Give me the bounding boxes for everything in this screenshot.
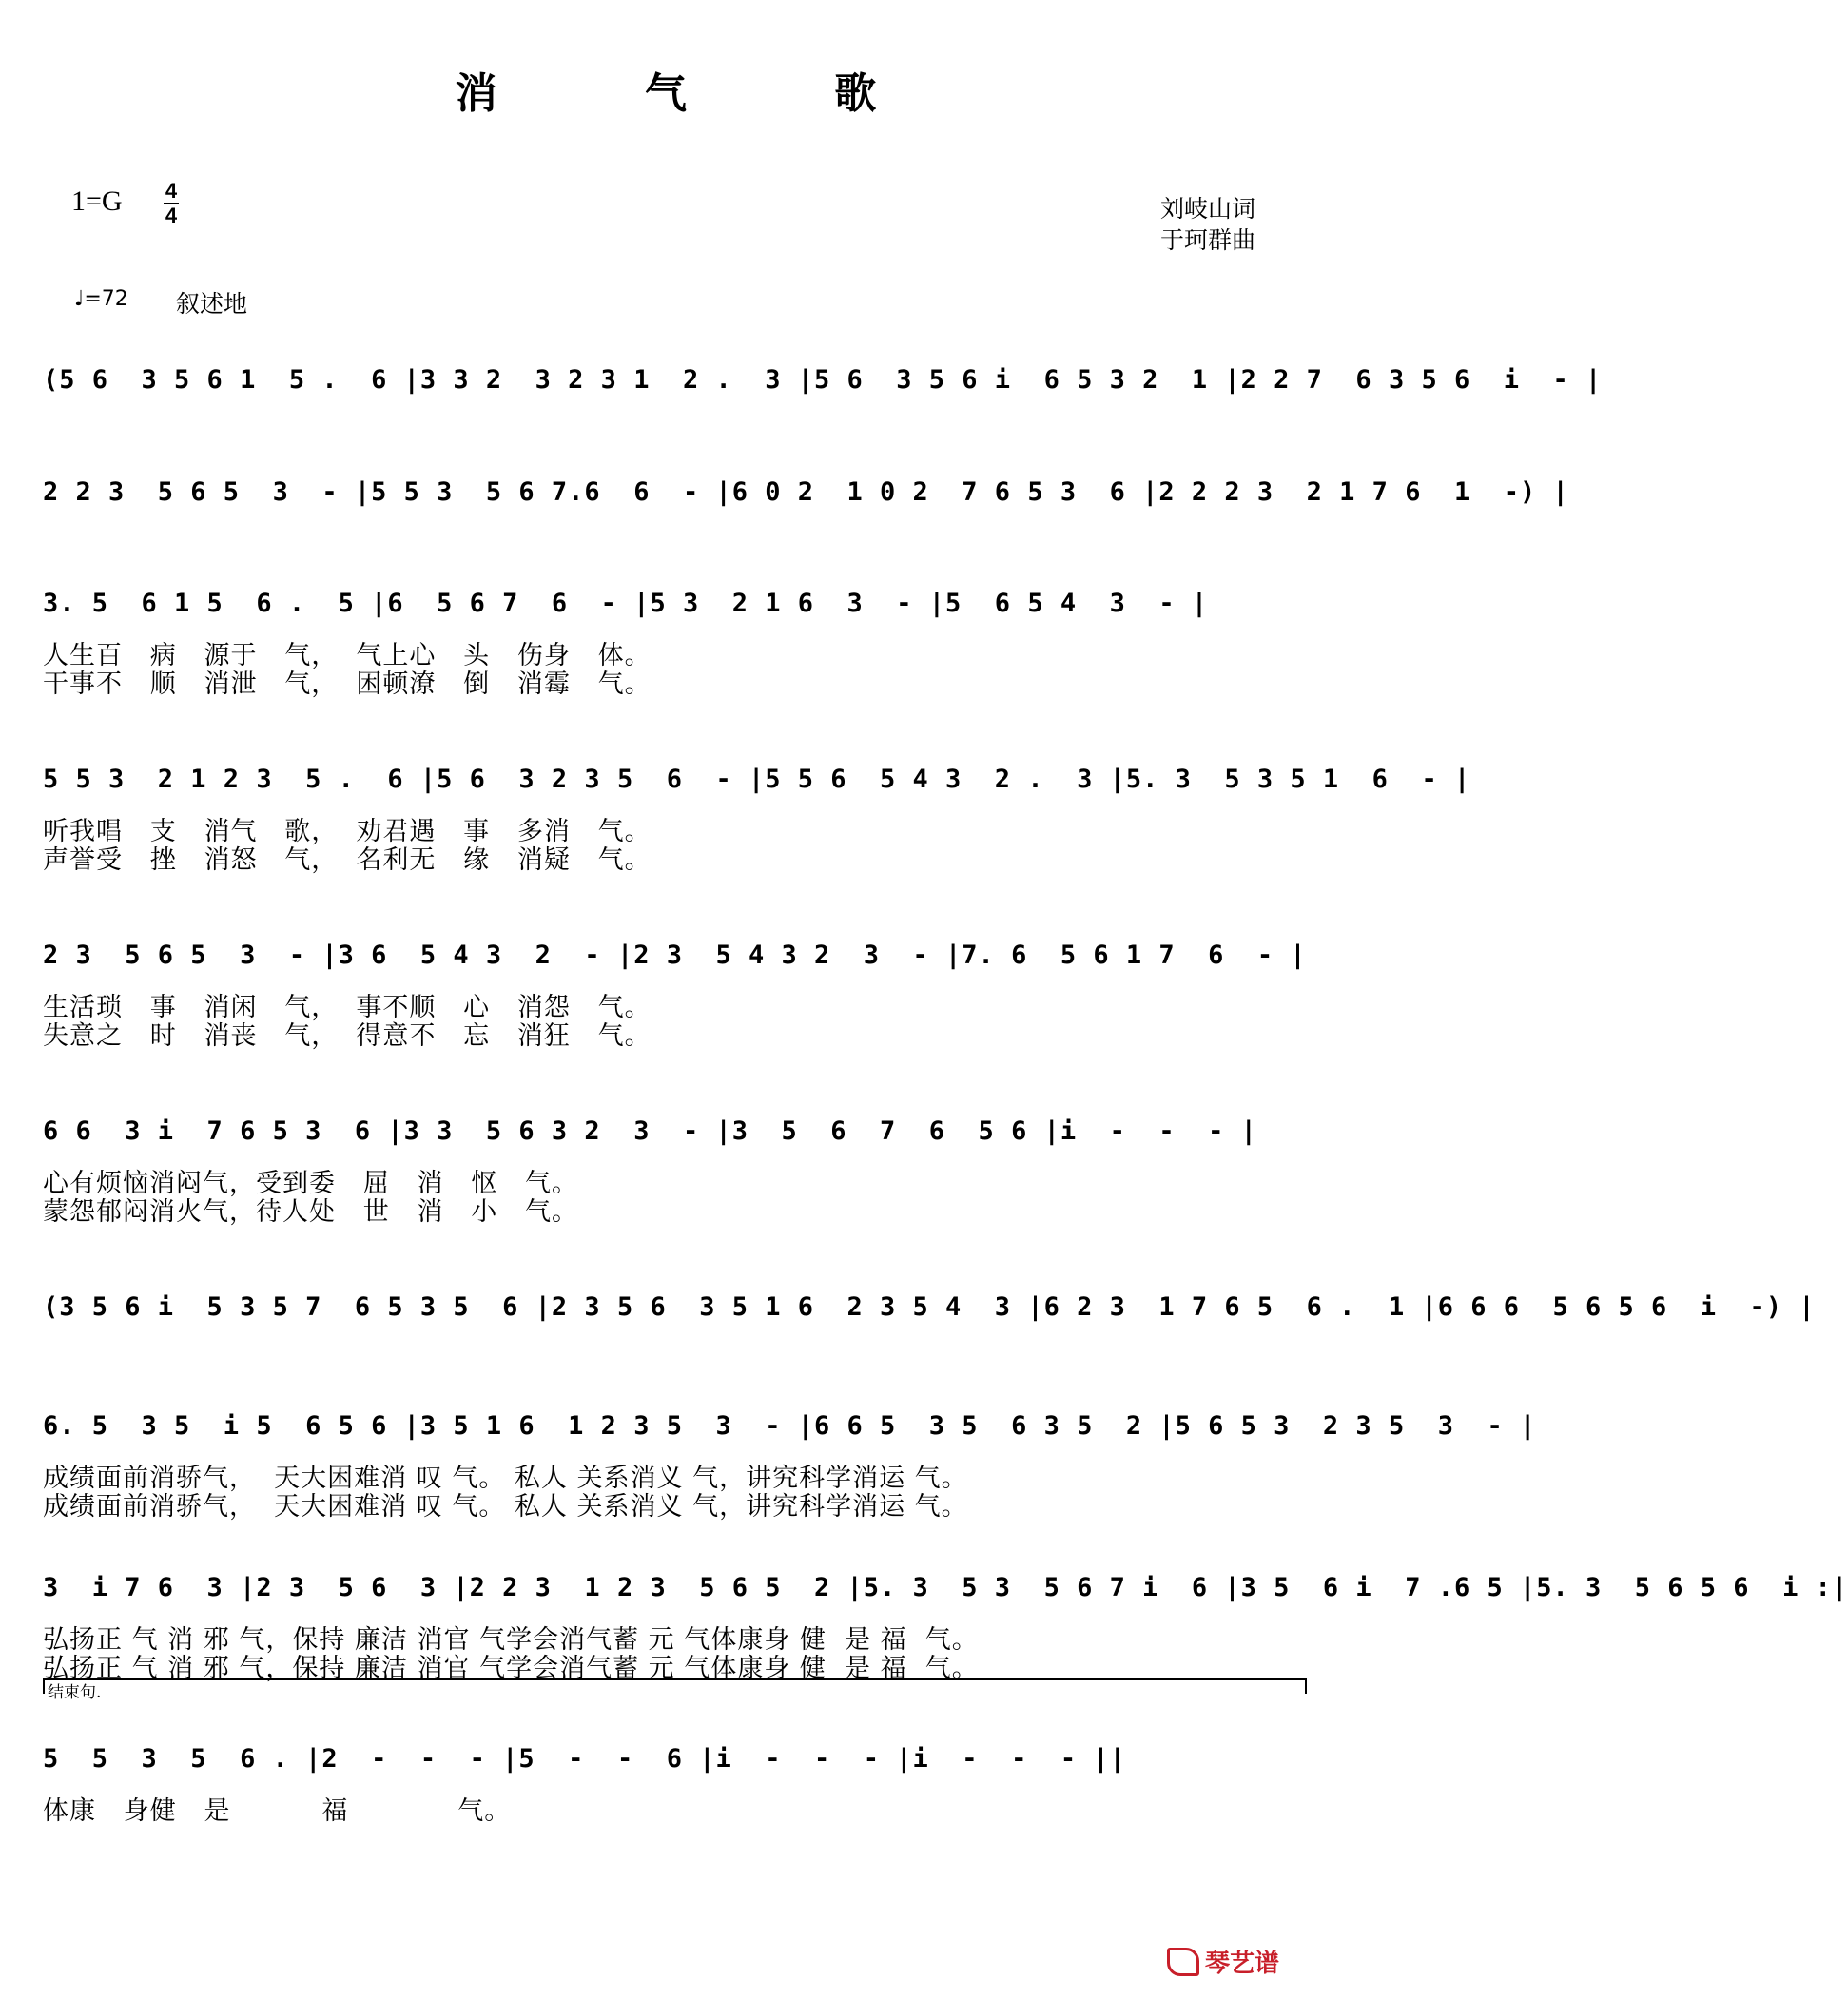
score-system bbox=[43, 1103, 1303, 1227]
watermark-text: 琴艺谱 bbox=[1204, 1950, 1279, 1978]
note-line bbox=[43, 575, 1303, 642]
score-system bbox=[43, 751, 1471, 875]
note-line bbox=[43, 1279, 1816, 1346]
jianpu-notes: 2 2 3 5 6 5 3 - |5 5 3 5 6 7.6 6 - |6 0 2 1 0 2 7 6 5 3 6 |2 2 2 3 2 1 7 6 1 -) | bbox=[43, 477, 1569, 507]
beam-lines bbox=[43, 352, 1303, 418]
composer: 于珂群曲 bbox=[1159, 226, 1255, 254]
jianpu-notes: 5 5 3 5 6 . |2 - - - |5 - - 6 |i - - - |i - - - || bbox=[43, 1744, 1126, 1774]
watermark bbox=[1167, 1944, 1279, 1979]
score-system bbox=[43, 575, 1303, 699]
lyric-line-1: 人生百 病 源于 气， 气上心 头 伤身 体。 bbox=[43, 641, 652, 670]
lyric-line-2: 干事不 顺 消泄 气， 困顿潦 倒 消霉 气。 bbox=[43, 669, 652, 699]
beam-lines bbox=[43, 927, 1303, 994]
jianpu-notes: 3 i 7 6 3 |2 3 5 6 3 |2 2 3 1 2 3 5 6 5 2 |5. 3 5 3 5 6 7 i 6 |3 5 6 i 7 .6 5 |5. 3 5 6 5 6 i :| bbox=[43, 1573, 1848, 1602]
beam-lines bbox=[43, 1560, 1303, 1626]
score-system bbox=[43, 464, 1569, 531]
beam-lines bbox=[43, 1398, 1303, 1465]
meter-top: 4 bbox=[165, 179, 178, 203]
score-system bbox=[43, 1731, 1303, 1826]
note-line bbox=[43, 1398, 1537, 1465]
lyricist: 刘岐山词 bbox=[1159, 195, 1255, 223]
note-line bbox=[43, 1731, 1303, 1797]
song-title: 消 气 歌 bbox=[455, 69, 943, 118]
jianpu-notes: (3 5 6 i 5 3 5 7 6 5 3 5 6 |2 3 5 6 3 5 1 6 2 3 5 4 3 |6 2 3 1 7 6 5 6 . 1 |6 6 6 5 6 5 6 i -) | bbox=[43, 1292, 1816, 1322]
lyric-line-1: 心有烦恼消闷气，受到委 屈 消 怄 气。 bbox=[43, 1169, 578, 1198]
jianpu-notes: 3. 5 6 1 5 6 . 5 |6 5 6 7 6 - |5 3 2 1 6 3 - |5 6 5 4 3 - | bbox=[43, 589, 1209, 618]
note-line bbox=[43, 751, 1471, 818]
beam-lines bbox=[43, 575, 1303, 642]
jianpu-notes: 2 3 5 6 5 3 - |3 6 5 4 3 2 - |2 3 5 4 3 2 3 - |7. 6 5 6 1 7 6 - | bbox=[43, 941, 1307, 970]
lyric-line-1: 成绩面前消骄气， 天大困难消 叹 气。 私人 关系消义 气，讲究科学消运 气。 bbox=[43, 1464, 968, 1493]
score-system bbox=[43, 352, 1603, 418]
lyric-line-2: 失意之 时 消丧 气， 得意不 忘 消狂 气。 bbox=[43, 1021, 652, 1051]
lyric-line-1: 生活琐 事 消闲 气， 事不顺 心 消怨 气。 bbox=[43, 993, 652, 1022]
tempo-mark: ♩=72 bbox=[74, 287, 128, 311]
note-line bbox=[43, 1103, 1303, 1170]
lyric-line-2: 声誉受 挫 消怒 气， 名利无 缘 消疑 气。 bbox=[43, 845, 652, 875]
time-signature bbox=[164, 181, 179, 226]
score-system bbox=[43, 1279, 1816, 1346]
beam-lines bbox=[43, 751, 1303, 818]
beam-lines bbox=[43, 1279, 1303, 1346]
score-system bbox=[43, 1560, 1848, 1683]
key-signature: 1=G bbox=[71, 185, 123, 217]
jianpu-notes: (5 6 3 5 6 1 5 . 6 |3 3 2 3 2 3 1 2 . 3 |5 6 3 5 6 i 6 5 3 2 1 |2 2 7 6 3 5 6 i - | bbox=[43, 365, 1603, 395]
lyric-line-2: 蒙怨郁闷消火气，待人处 世 消 小 气。 bbox=[43, 1197, 578, 1227]
expression-mark: 叙述地 bbox=[176, 290, 248, 318]
note-line bbox=[43, 464, 1569, 531]
watermark-logo-icon bbox=[1167, 1948, 1199, 1976]
note-line bbox=[43, 352, 1603, 418]
lyric-line-2: 成绩面前消骄气， 天大困难消 叹 气。 私人 关系消义 气，讲究科学消运 气。 bbox=[43, 1492, 968, 1522]
ending-bracket bbox=[43, 1678, 1307, 1694]
note-line bbox=[43, 1560, 1848, 1626]
jianpu-notes: 6 6 3 i 7 6 5 3 6 |3 3 5 6 3 2 3 - |3 5 6 7 6 5 6 |i - - - | bbox=[43, 1116, 1257, 1146]
jianpu-notes: 6. 5 3 5 i 5 6 5 6 |3 5 1 6 1 2 3 5 3 - |6 6 5 3 5 6 3 5 2 |5 6 5 3 2 3 5 3 - | bbox=[43, 1411, 1537, 1441]
beam-lines bbox=[43, 1731, 1303, 1797]
jianpu-notes: 5 5 3 2 1 2 3 5 . 6 |5 6 3 2 3 5 6 - |5 5 6 5 4 3 2 . 3 |5. 3 5 3 5 1 6 - | bbox=[43, 765, 1471, 794]
lyric-line-1: 体康 身健 是 福 气。 bbox=[43, 1796, 512, 1826]
beam-lines bbox=[43, 1103, 1303, 1170]
note-line bbox=[43, 927, 1307, 994]
ending-label: 结束句. bbox=[48, 1683, 102, 1702]
lyric-line-1: 听我唱 支 消气 歌， 劝君遇 事 多消 气。 bbox=[43, 817, 652, 846]
score-system bbox=[43, 1398, 1537, 1522]
credits bbox=[1160, 193, 1255, 256]
lyric-line-2: 弘扬正 气 消 邪 气，保持 廉洁 消官 气学会消气蓄 元 气体康身 健 是 福 气。 bbox=[43, 1654, 979, 1683]
meter-bottom: 4 bbox=[165, 204, 178, 227]
beam-lines bbox=[43, 464, 1303, 531]
lyric-line-1: 弘扬正 气 消 邪 气，保持 廉洁 消官 气学会消气蓄 元 气体康身 健 是 福 气。 bbox=[43, 1625, 979, 1655]
score-system bbox=[43, 927, 1307, 1051]
